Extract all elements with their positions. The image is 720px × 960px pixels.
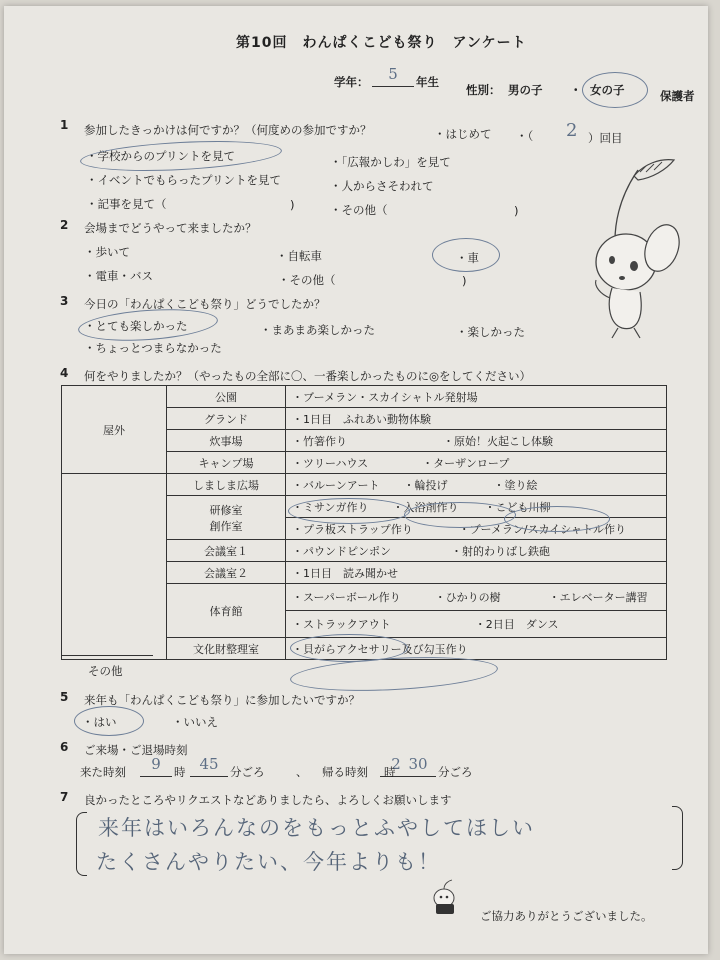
activity-balloon[interactable]: ・バルーンアート — [292, 478, 380, 492]
q2-option-bicycle[interactable]: ・自転車 — [276, 249, 322, 263]
q7-number: 7 — [60, 790, 69, 804]
bracket-right — [672, 806, 683, 870]
activity-pound-pingpong[interactable]: ・パウンドピンポン — [292, 544, 391, 558]
activity-cell[interactable] — [286, 386, 667, 408]
activity-superball[interactable]: ・スーパーボール作り — [292, 591, 401, 604]
q1-option-school[interactable]: ・学校からのプリントを見て — [86, 149, 236, 163]
place-gym: 体育館 — [167, 584, 286, 638]
activity-boomerang-launch[interactable]: ・ブーメラン・スカイシャトル発射場 — [292, 390, 478, 404]
activity-cell[interactable] — [286, 430, 667, 452]
place-ground: グランド — [167, 408, 286, 430]
arrive-min-value: 45 — [199, 755, 219, 773]
q3-option-fun[interactable]: ・楽しかった — [456, 325, 525, 339]
table-row — [62, 474, 667, 496]
category-outdoor: 屋外 — [62, 386, 167, 474]
answer-circle — [432, 238, 500, 272]
page-title: 第10回 わんぱくこども祭り アンケート — [236, 35, 527, 51]
survey-sheet — [4, 6, 708, 954]
gender-girl[interactable]: 女の子 — [590, 83, 625, 97]
q3-option-very-fun[interactable]: ・とても楽しかった — [84, 319, 188, 333]
activity-ring-toss[interactable]: ・輪投げ — [403, 478, 448, 492]
q1-other-close: ) — [514, 204, 519, 218]
activity-cell[interactable] — [286, 452, 667, 474]
arrive-min-field[interactable] — [190, 754, 228, 777]
activity-cell[interactable] — [286, 408, 667, 430]
table-row — [62, 386, 667, 408]
thanks-text: ご協力ありがとうございました。 — [480, 909, 653, 923]
activity-shell-accessory[interactable]: ・貝がらアクセサリー及び勾玉作り — [292, 642, 468, 656]
time-separator: 、 — [296, 765, 308, 779]
answer-circle — [288, 498, 410, 524]
q5-number: 5 — [60, 690, 69, 704]
category-other: その他 — [88, 664, 123, 678]
gender-boy[interactable]: 男の子 — [508, 83, 543, 97]
q2-option-train[interactable]: ・電車・バス — [84, 269, 153, 283]
q4-number: 4 — [60, 366, 69, 380]
q1-option-article[interactable]: ・記事を見て（ — [86, 197, 167, 211]
leave-min-field[interactable] — [400, 754, 436, 777]
q2-option-other[interactable]: ・その他（ — [278, 273, 336, 287]
q1-times-suffix: ）回目 — [588, 131, 623, 145]
q2-other-close: ) — [462, 274, 467, 288]
q4-text: 何をやりましたか？（やったもの全部に〇、一番楽しかったものに◎をしてください） — [84, 369, 532, 383]
comment-line-1: 来年はいろんなのをもっとふやしてほしい — [98, 816, 535, 840]
place-creative-label: 創作室 — [209, 519, 243, 533]
q1-times-open: ・（ — [516, 129, 534, 143]
activity-shooting[interactable]: ・射的わりばし鉄砲 — [451, 544, 550, 558]
activity-bath-salt[interactable]: ・入浴剤作り — [392, 500, 459, 514]
gender-label: 性別： — [466, 83, 501, 97]
comment-box[interactable] — [90, 810, 672, 880]
place-meeting-1: 会議室１ — [167, 540, 286, 562]
activity-plastic-strap[interactable]: ・プラ板ストラップ作り — [292, 522, 413, 536]
place-camp: キャンプ場 — [167, 452, 286, 474]
arrive-hour-unit: 時 — [174, 765, 186, 779]
q1-option-invited[interactable]: ・人からさそわれて — [330, 179, 434, 193]
activity-dance[interactable]: ・2日目 ダンス — [474, 618, 559, 631]
q5-text: 来年も「わんぱくこども祭り」に参加したいですか？ — [84, 693, 360, 707]
bracket-left — [76, 812, 87, 876]
grade-suffix: 年生 — [416, 75, 439, 89]
answer-circle — [582, 72, 648, 108]
q2-option-walk[interactable]: ・歩いて — [84, 245, 130, 259]
activity-storytelling[interactable]: ・1日目 読み聞かせ — [292, 566, 398, 580]
leave-label: 帰る時刻 — [322, 765, 368, 779]
activity-chopsticks[interactable]: ・竹箸作り — [292, 434, 347, 448]
q2-text: 会場までどうやって来ましたか？ — [84, 221, 257, 235]
place-meeting-2: 会議室２ — [167, 562, 286, 584]
q1-first-time[interactable]: ・はじめて — [434, 127, 492, 141]
activity-misanga[interactable]: ・ミサンガ作り — [292, 500, 369, 514]
q1-option-other[interactable]: ・その他（ — [330, 203, 388, 217]
place-park: 公園 — [167, 386, 286, 408]
activity-cell[interactable] — [286, 584, 667, 611]
arrive-label: 来た時刻 — [80, 765, 126, 779]
leave-min-unit: 分ごろ — [438, 765, 473, 779]
activity-senryu[interactable]: ・こども川柳 — [484, 500, 551, 514]
activity-tarzan[interactable]: ・ターザンロープ — [422, 456, 510, 470]
place-training-room — [167, 496, 286, 540]
leave-min-value: 30 — [408, 755, 428, 773]
q3-option-boring[interactable]: ・ちょっとつまらなかった — [84, 341, 222, 355]
activity-boomerang-make[interactable]: ・ブーメラン/スカイシャトル作り — [458, 522, 627, 536]
gender-dot: ・ — [570, 83, 582, 97]
q1-option-koho[interactable]: ・「広報かしわ」を見て — [330, 155, 451, 169]
answer-circle — [79, 137, 282, 176]
q3-text: 今日の「わんぱくこども祭り」どうでしたか？ — [84, 297, 326, 311]
q3-option-somewhat[interactable]: ・まあまあ楽しかった — [260, 323, 375, 337]
answer-circle — [404, 502, 516, 528]
q7-text: 良かったところやリクエストなどありましたら、よろしくお願いします — [84, 793, 452, 807]
activity-coloring[interactable]: ・塗り絵 — [493, 478, 538, 492]
arrive-hour-field[interactable] — [140, 754, 172, 777]
q1-number: 1 — [60, 118, 69, 132]
q2-number: 2 — [60, 218, 69, 232]
answer-circle — [504, 506, 610, 532]
activity-elevator[interactable]: ・エレベーター講習 — [548, 591, 648, 604]
activity-fire[interactable]: ・原始！火起こし体験 — [443, 434, 553, 448]
grade-label: 学年： — [334, 75, 369, 89]
grade-value: 5 — [388, 65, 398, 83]
mascot-illustration — [582, 156, 692, 342]
q2-option-car[interactable]: ・車 — [456, 251, 479, 265]
q6-number: 6 — [60, 740, 69, 754]
q5-yes[interactable]: ・はい — [82, 715, 117, 729]
q5-no[interactable]: ・いいえ — [172, 715, 218, 729]
activity-light-tree[interactable]: ・ひかりの樹 — [434, 591, 501, 604]
activity-cell[interactable] — [286, 474, 667, 496]
place-cultural-room: 文化財整理室 — [167, 638, 286, 660]
answer-circle — [74, 706, 144, 736]
arrive-min-unit: 分ごろ — [230, 765, 265, 779]
activity-struck-out[interactable]: ・ストラックアウト — [292, 618, 391, 631]
activity-treehouse[interactable]: ・ツリーハウス — [292, 456, 369, 470]
activity-cell[interactable] — [286, 540, 667, 562]
small-mascot-illustration — [426, 878, 466, 918]
q1-article-close: ) — [290, 198, 295, 212]
activity-animals[interactable]: ・1日目 ふれあい動物体験 — [292, 412, 431, 426]
place-kitchen: 炊事場 — [167, 430, 286, 452]
q6-text: ご来場・ご退場時刻 — [84, 743, 188, 757]
leave-hour-unit: 時 — [384, 765, 396, 779]
grade-field[interactable] — [372, 64, 414, 87]
q1-option-event[interactable]: ・イベントでもらったプリントを見て — [86, 173, 282, 187]
place-training-label: 研修室 — [209, 503, 243, 517]
category-divider — [61, 655, 153, 656]
q1-text: 参加したきっかけは何ですか？（何度めの参加ですか？ — [84, 123, 372, 137]
leave-hour-value: 2 — [391, 755, 401, 773]
q1-times-value[interactable]: 2 — [566, 120, 578, 141]
guardian-option[interactable]: 保護者 — [660, 89, 695, 103]
comment-line-2: たくさんやりたい、今年よりも！ — [96, 850, 441, 874]
q3-number: 3 — [60, 294, 69, 308]
place-shimashima: しましま広場 — [167, 474, 286, 496]
arrive-hour-value: 9 — [151, 755, 161, 773]
activity-cell[interactable] — [286, 562, 667, 584]
